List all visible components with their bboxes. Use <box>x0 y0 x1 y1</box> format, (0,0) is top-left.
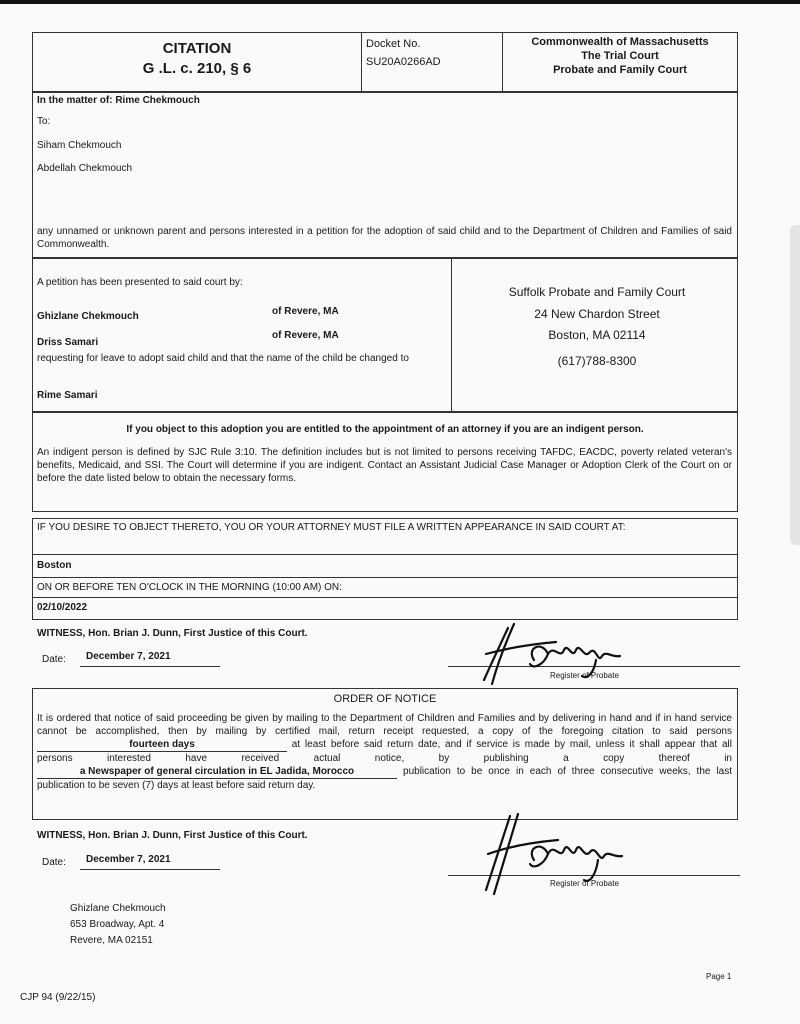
objection-text: IF YOU DESIRE TO OBJECT THERETO, YOU OR YOUR ATTORNEY MUST FILE A WRITTEN APPEARANCE IN SAID COURT AT: <box>37 522 626 533</box>
citation-title: CITATION <box>162 40 232 57</box>
court-address-phone: (617)788-8300 <box>557 354 637 368</box>
order-text-1: It is ordered that notice of said proceeding be given by mailing to the Department of Children and Families and by delivering in hand and if in hand service cannot be accomplished, then by mailing by certified mail, return receipt requested, a copy of the foregoing citation to said persons <box>37 713 732 737</box>
witness-1-text: WITNESS, Hon. Brian J. Dunn, First Justice of this Court. <box>37 628 308 639</box>
matter-label: In the matter of: Rime Chekmouch <box>37 95 200 106</box>
court-address-street: 24 New Chardon Street <box>534 307 660 321</box>
order-heading: ORDER OF NOTICE <box>333 693 437 705</box>
petitioner-2-name: Driss Samari <box>37 337 99 348</box>
attorney-heading: If you object to this adoption you are entitled to the appointment of an attorney if you are an indigent person. <box>126 424 644 435</box>
witness-2-text: WITNESS, Hon. Brian J. Dunn, First Justice of this Court. <box>37 830 308 841</box>
order-text-3: publication to be once in each of three consecutive weeks, the last publication to be seven (7) days at least before said return day. <box>37 766 733 791</box>
register-1-label: Register of Probate <box>550 671 619 680</box>
register-signature-2 <box>478 810 638 900</box>
return-address-line-3: Revere, MA 02151 <box>70 935 153 946</box>
to-label: To: <box>37 116 51 127</box>
witness-2-date-label: Date: <box>42 857 66 868</box>
form-id: CJP 94 (9/22/15) <box>20 992 96 1003</box>
court-line-1: Commonwealth of Massachusetts <box>531 36 709 48</box>
objection-divider-2 <box>32 577 738 578</box>
order-text-2: at least before said return date, and if service is made by mail, unless it shall appear that all persons interested have received actual notice, by publishing a copy thereof in <box>37 739 733 764</box>
request-text: requesting for leave to adopt said child and that the name of the child be changed to <box>37 353 409 364</box>
recipient-2: Abdellah Chekmouch <box>37 163 133 174</box>
return-address-line-1: Ghizlane Chekmouch <box>70 903 166 914</box>
docket-number: SU20A0266AD <box>366 56 441 68</box>
recipient-1: Siham Chekmouch <box>37 140 122 151</box>
witness-1-date-line <box>80 666 220 667</box>
witness-1-date-label: Date: <box>42 654 66 665</box>
right-edge-shadow <box>790 225 800 545</box>
deadline-text: ON OR BEFORE TEN O'CLOCK IN THE MORNING (10:00 AM) ON: <box>37 582 342 593</box>
top-edge <box>0 0 800 4</box>
docket-label: Docket No. <box>366 38 421 50</box>
return-address-line-2: 653 Broadway, Apt. 4 <box>70 919 165 930</box>
objection-divider-1 <box>32 554 738 555</box>
page-number: Page 1 <box>706 972 732 981</box>
petitioner-2-of: of Revere, MA <box>272 330 339 341</box>
order-paragraph <box>37 712 732 792</box>
objection-location: Boston <box>37 560 72 571</box>
witness-2-date: December 7, 2021 <box>86 854 171 865</box>
attorney-text: An indigent person is defined by SJC Rule 3:10. The definition includes but is not limited to persons receiving TAFDC, EACDC, poverty related veteran's benefits, Medicaid, and SSI. The Court will determine if you are indigent. Contact an Assistant Judicial Case Manager or Adoption Clerk of the Court on or before the date listed below to obtain the necessary forms. <box>37 447 732 484</box>
petitioner-1-name: Ghizlane Chekmouch <box>37 311 139 322</box>
order-days: fourteen days <box>37 738 287 752</box>
register-2-label: Register of Probate <box>550 879 619 888</box>
court-address-name: Suffolk Probate and Family Court <box>508 285 686 299</box>
court-line-2: The Trial Court <box>581 50 659 62</box>
register-signature-1 <box>478 620 638 690</box>
court-line-3: Probate and Family Court <box>553 64 687 76</box>
witness-2-date-line <box>80 869 220 870</box>
court-address-city: Boston, MA 02114 <box>548 328 646 342</box>
petition-intro: A petition has been presented to said court by: <box>37 277 243 288</box>
order-newspaper: a Newspaper of general circulation in EL Jadida, Morocco <box>37 765 397 779</box>
petitioner-1-of: of Revere, MA <box>272 306 339 317</box>
deadline-date: 02/10/2022 <box>37 602 88 613</box>
notice-text: any unnamed or unknown parent and persons interested in a petition for the adoption of said child and to the Department of Children and Families of said Commonwealth. <box>37 226 732 250</box>
witness-1-date: December 7, 2021 <box>86 651 171 662</box>
citation-statute: G .L. c. 210, § 6 <box>142 60 252 77</box>
new-name: Rime Samari <box>37 390 98 401</box>
objection-divider-3 <box>32 597 738 598</box>
